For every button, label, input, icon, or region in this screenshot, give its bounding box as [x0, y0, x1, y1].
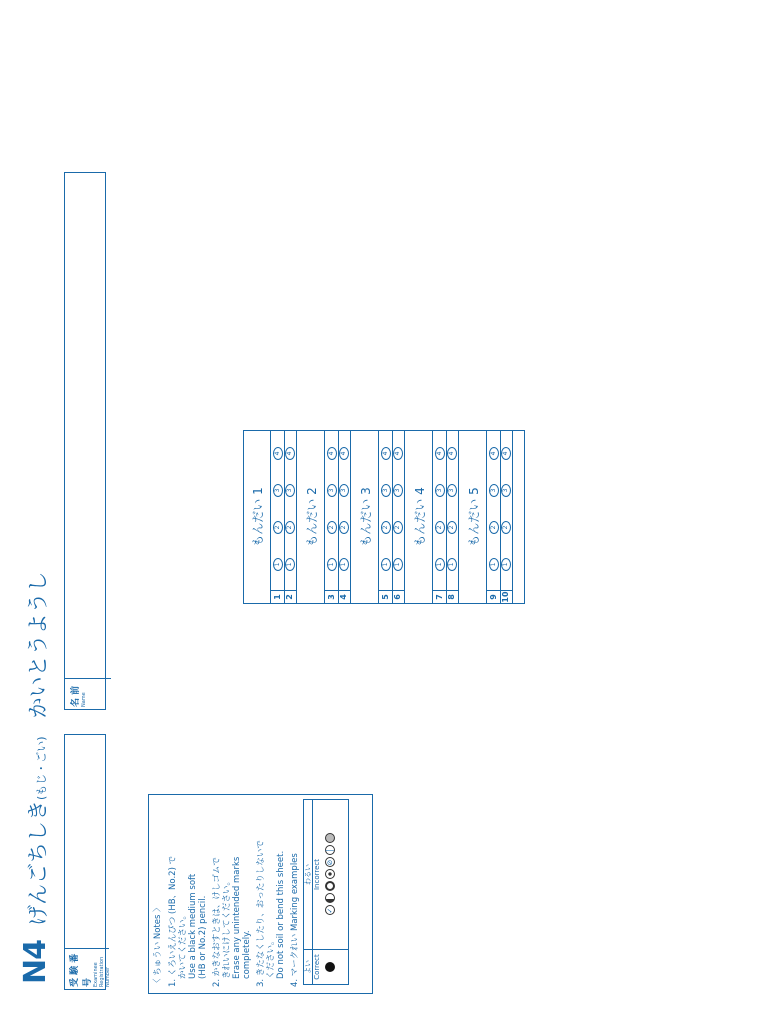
question-number: 5 — [379, 590, 392, 603]
name-label: 名 前 Name — [65, 678, 111, 709]
answer-grid — [243, 430, 525, 604]
answer-bubble[interactable]: 4 — [273, 447, 283, 460]
notes-box — [148, 794, 373, 994]
answer-bubble[interactable]: 1 — [339, 558, 349, 571]
answer-bubble[interactable]: 4 — [285, 447, 295, 460]
question-number: 1 — [271, 590, 284, 603]
question-number: 3 — [325, 590, 338, 603]
answer-bubble[interactable]: 3 — [393, 484, 403, 497]
answer-bubble[interactable]: 3 — [285, 484, 295, 497]
answer-bubble[interactable]: 3 — [435, 484, 445, 497]
answer-bubble[interactable]: 4 — [393, 447, 403, 460]
note-3: 3. きたなくしたり、おったりしないで ください。 Do not soil or bend this sheet. — [256, 840, 286, 987]
question-number: 9 — [487, 590, 500, 603]
partial-mark-icon — [325, 894, 335, 904]
answer-bubble[interactable]: 1 — [285, 558, 295, 571]
answer-bubble[interactable]: 3 — [339, 484, 349, 497]
answer-bubble[interactable]: 3 — [447, 484, 457, 497]
answer-bubble[interactable]: 3 — [273, 484, 283, 497]
answer-bubble[interactable]: 2 — [327, 521, 337, 534]
dot-mark-icon — [325, 870, 335, 880]
question-number: 2 — [283, 590, 296, 603]
test-subtitle: (もじ・ごい) — [35, 736, 48, 801]
answer-bubble[interactable]: 4 — [447, 447, 457, 460]
answer-bubble[interactable]: 4 — [501, 447, 511, 460]
notes-heading: 〈 ちゅうい Notes 〉 — [153, 903, 163, 987]
answer-bubble[interactable]: 2 — [489, 521, 499, 534]
registration-input-area[interactable] — [65, 735, 105, 951]
faint-mark-icon — [325, 834, 335, 844]
incorrect-example: わるい Incorrect ✓ ⊘ │ — [304, 800, 348, 949]
question-number: 7 — [433, 590, 446, 603]
answer-bubble[interactable]: 4 — [381, 447, 391, 460]
incorrect-marks — [325, 833, 335, 917]
answer-bubble[interactable]: 2 — [435, 521, 445, 534]
answer-bubble[interactable]: 4 — [435, 447, 445, 460]
note-2: 2. かきなおすときは、けしゴムで きれいにけしてください。 Erase any unintended marks completely. — [212, 856, 252, 987]
question-row — [445, 431, 459, 603]
answer-bubble[interactable]: 3 — [489, 484, 499, 497]
answer-bubble[interactable]: 1 — [435, 558, 445, 571]
line-mark-icon: │ — [325, 846, 335, 856]
question-row — [499, 431, 513, 603]
answer-bubble[interactable]: 2 — [381, 521, 391, 534]
name-box — [64, 172, 106, 710]
check-mark-icon: ✓ — [325, 906, 335, 916]
question-row — [283, 431, 297, 603]
section-title: もんだい 5 — [467, 487, 481, 547]
answer-bubble[interactable]: 2 — [447, 521, 457, 534]
answer-bubble[interactable]: 4 — [489, 447, 499, 460]
question-number: 8 — [445, 590, 458, 603]
answer-bubble[interactable]: 1 — [273, 558, 283, 571]
answer-bubble[interactable]: 2 — [501, 521, 511, 534]
section-title: もんだい 1 — [251, 487, 265, 547]
question-number: 6 — [391, 590, 404, 603]
test-title: げんごちしき — [26, 800, 50, 927]
ring-mark-icon — [325, 882, 335, 892]
section-title: もんだい 2 — [305, 487, 319, 547]
sheet-title — [18, 571, 53, 984]
answer-bubble[interactable]: 3 — [501, 484, 511, 497]
answer-bubble[interactable]: 1 — [489, 558, 499, 571]
answer-bubble[interactable]: 3 — [381, 484, 391, 497]
name-input-area[interactable] — [65, 173, 105, 681]
answer-bubble[interactable]: 2 — [393, 521, 403, 534]
registration-box — [64, 734, 111, 990]
section-title: もんだい 3 — [359, 487, 373, 547]
answer-bubble[interactable]: 2 — [339, 521, 349, 534]
question-number: 10 — [501, 591, 510, 603]
correct-example: よい Correct — [304, 949, 348, 984]
filled-mark-icon — [325, 962, 335, 972]
level-label: N4 — [18, 940, 53, 984]
registration-label: 受 験 番 号 Examinee Registration Number — [65, 948, 109, 989]
section-title: もんだい 4 — [413, 487, 427, 547]
question-row — [391, 431, 405, 603]
answer-bubble[interactable]: 1 — [447, 558, 457, 571]
answer-bubble[interactable]: 4 — [339, 447, 349, 460]
answer-bubble[interactable]: 1 — [393, 558, 403, 571]
note-1: 1. くろいえんぴつ (HB、No.2) で かいてください。 Use a black medium soft (HB or No.2) pencil. — [168, 855, 208, 987]
answer-bubble[interactable]: 4 — [327, 447, 337, 460]
answer-bubble[interactable]: 3 — [327, 484, 337, 497]
answer-bubble[interactable]: 2 — [285, 521, 295, 534]
answer-bubble[interactable]: 2 — [273, 521, 283, 534]
question-row — [337, 431, 351, 603]
answer-bubble[interactable]: 1 — [327, 558, 337, 571]
marking-examples — [303, 799, 349, 985]
answer-bubble[interactable]: 1 — [381, 558, 391, 571]
question-number: 4 — [337, 590, 350, 603]
note-4: 4. マークれい Marking examples — [290, 853, 300, 987]
sheet-name: かいとうようし — [26, 571, 50, 719]
answer-bubble[interactable]: 1 — [501, 558, 511, 571]
slash-mark-icon: ⊘ — [325, 858, 335, 868]
